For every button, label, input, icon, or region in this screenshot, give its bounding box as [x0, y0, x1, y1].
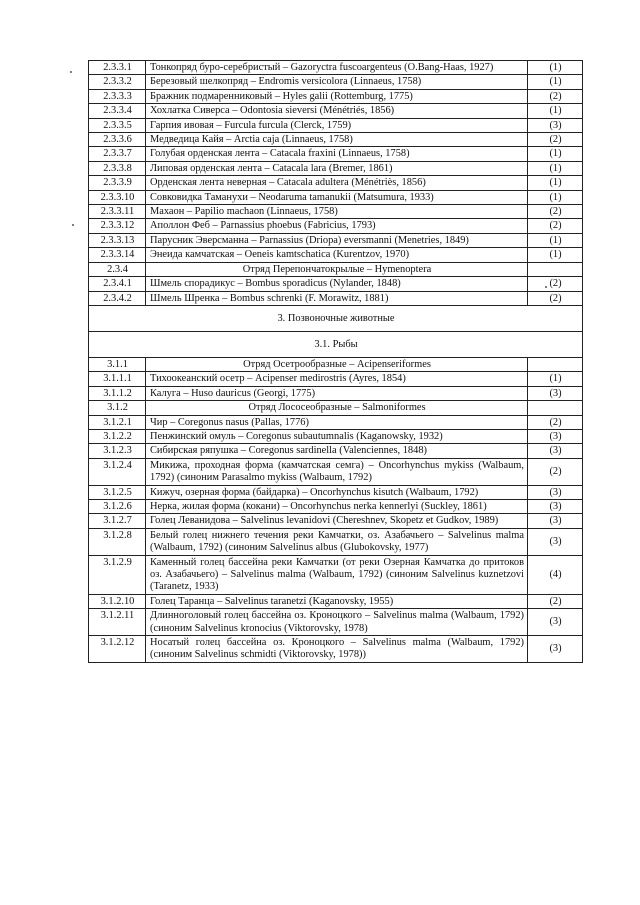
- species-name: Бражник подмаренниковый – Hyles galii (Rottemburg, 1775): [146, 89, 528, 103]
- category-status: (3): [528, 485, 583, 499]
- row-number: 3.1.1: [89, 357, 146, 371]
- row-number: 2.3.3.11: [89, 205, 146, 219]
- species-name: Аполлон Феб – Parnassius phoebus (Fabricius, 1793): [146, 219, 528, 233]
- row-number: 2.3.3.2: [89, 75, 146, 89]
- species-name: Тихоокеанский осетр – Acipenser medirostris (Ayres, 1854): [146, 372, 528, 386]
- category-status: (2): [528, 219, 583, 233]
- species-row: [89, 89, 583, 103]
- species-name: Хохлатка Сиверса – Odontosia sieversi (Ménétriés, 1856): [146, 104, 528, 118]
- category-status: (1): [528, 75, 583, 89]
- row-number: 2.3.3.14: [89, 248, 146, 262]
- category-status: (3): [528, 386, 583, 400]
- species-row: [89, 147, 583, 161]
- category-status: (2): [528, 205, 583, 219]
- row-number: 2.3.3.3: [89, 89, 146, 103]
- category-status: (1): [528, 176, 583, 190]
- category-status: (3): [528, 609, 583, 636]
- category-status: (2): [528, 594, 583, 608]
- species-row: [89, 133, 583, 147]
- category-status: (3): [528, 514, 583, 528]
- order-row: [89, 401, 583, 415]
- species-row: [89, 233, 583, 247]
- species-row: [89, 372, 583, 386]
- species-name: Березовый шелкопряд – Endromis versicolora (Linnaeus, 1758): [146, 75, 528, 89]
- species-name: Тонкопряд буро-серебристый – Gazoryctra fuscoargenteus (O.Bang-Haas, 1927): [146, 61, 528, 75]
- section-title: 3. Позвоночные животные: [89, 305, 583, 331]
- species-name: Орденская лента неверная – Catacala adultera (Ménétriès, 1856): [146, 176, 528, 190]
- category-status: [528, 357, 583, 371]
- row-number: 2.3.3.5: [89, 118, 146, 132]
- row-number: 2.3.3.4: [89, 104, 146, 118]
- category-status: (3): [528, 636, 583, 663]
- row-number: 3.1.1.2: [89, 386, 146, 400]
- species-row: [89, 415, 583, 429]
- species-name: Парусник Эверсманна – Parnassius (Driopa) eversmanni (Menetries, 1849): [146, 233, 528, 247]
- species-name: Пенжинский омуль – Coregonus subautumnalis (Kaganowsky, 1932): [146, 429, 528, 443]
- species-name: Голец Леванидова – Salvelinus levanidovi (Chereshnev, Skopetz et Gudkov, 1989): [146, 514, 528, 528]
- species-row: [89, 429, 583, 443]
- order-name: Отряд Осетрообразные – Acipenseriformes: [146, 357, 528, 371]
- species-row: [89, 75, 583, 89]
- category-status: (1): [528, 372, 583, 386]
- species-row: [89, 528, 583, 555]
- row-number: 2.3.4.1: [89, 277, 146, 291]
- category-status: (3): [528, 528, 583, 555]
- species-name: Голубая орденская лента – Catacala fraxini (Linnaeus, 1758): [146, 147, 528, 161]
- category-status: (3): [528, 118, 583, 132]
- species-name: Гарпия ивовая – Furcula furcula (Clerck, 1759): [146, 118, 528, 132]
- category-status: (1): [528, 233, 583, 247]
- species-row: [89, 61, 583, 75]
- species-row: [89, 161, 583, 175]
- species-row: [89, 291, 583, 305]
- row-number: 3.1.1.1: [89, 372, 146, 386]
- species-row: [89, 386, 583, 400]
- species-row: [89, 609, 583, 636]
- species-row: [89, 458, 583, 485]
- order-name: Отряд Лососеобразные – Salmoniformes: [146, 401, 528, 415]
- row-number: 3.1.2.2: [89, 429, 146, 443]
- row-number: 3.1.2.7: [89, 514, 146, 528]
- species-name: Каменный голец бассейна реки Камчатки (от реки Озерная Камчатка до притоков оз. Азабачьего) – Salvelinus malma (Walbaum, 1792) (синоним Salvelinus kuznetzovi (Taranetz, 1933): [146, 555, 528, 594]
- row-number: 2.3.3.8: [89, 161, 146, 175]
- category-status: [528, 262, 583, 276]
- species-name: Носатый голец бассейна оз. Кроноцкого – Salvelinus malma (Walbaum, 1792) (синоним Salvelinus schmidti (Viktorovsky, 1978)): [146, 636, 528, 663]
- species-name: Медведица Кайя – Arctia caja (Linnaeus, 1758): [146, 133, 528, 147]
- category-status: (2): [528, 291, 583, 305]
- species-name: Совковидка Таманухи – Neodaruma tamanukii (Matsumura, 1933): [146, 190, 528, 204]
- category-status: (1): [528, 248, 583, 262]
- category-status: (1): [528, 147, 583, 161]
- row-number: 3.1.2.9: [89, 555, 146, 594]
- species-name: Кижуч, озерная форма (байдарка) – Oncorhynchus kisutch (Walbaum, 1792): [146, 485, 528, 499]
- species-row: [89, 555, 583, 594]
- species-row: [89, 248, 583, 262]
- row-number: 2.3.3.7: [89, 147, 146, 161]
- species-name: Нерка, жилая форма (кокани) – Oncorhynchus nerka kennerlyi (Suckley, 1861): [146, 499, 528, 513]
- species-row: [89, 444, 583, 458]
- category-status: (2): [528, 277, 583, 291]
- row-number: 2.3.3.12: [89, 219, 146, 233]
- row-number: 3.1.2: [89, 401, 146, 415]
- order-row: [89, 357, 583, 371]
- category-status: (1): [528, 104, 583, 118]
- row-number: 3.1.2.12: [89, 636, 146, 663]
- row-number: 2.3.3.10: [89, 190, 146, 204]
- category-status: (2): [528, 415, 583, 429]
- row-number: 3.1.2.3: [89, 444, 146, 458]
- category-status: (2): [528, 458, 583, 485]
- species-row: [89, 499, 583, 513]
- category-status: (4): [528, 555, 583, 594]
- species-name: Шмель спорадикус – Bombus sporadicus (Nylander, 1848): [146, 277, 528, 291]
- section-header-row: [89, 305, 583, 331]
- species-row: [89, 219, 583, 233]
- row-number: 3.1.2.8: [89, 528, 146, 555]
- species-row: [89, 514, 583, 528]
- species-row: [89, 104, 583, 118]
- row-number: 2.3.3.13: [89, 233, 146, 247]
- species-name: Чир – Coregonus nasus (Pallas, 1776): [146, 415, 528, 429]
- order-row: [89, 262, 583, 276]
- species-table: [88, 60, 583, 663]
- category-status: (1): [528, 161, 583, 175]
- category-status: (1): [528, 190, 583, 204]
- species-row: [89, 190, 583, 204]
- section-header-row: [89, 331, 583, 357]
- species-name: Калуга – Huso dauricus (Georgi, 1775): [146, 386, 528, 400]
- species-name: Голец Таранца – Salvelinus taranetzi (Kaganovsky, 1955): [146, 594, 528, 608]
- row-number: 3.1.2.5: [89, 485, 146, 499]
- species-row: [89, 485, 583, 499]
- species-name: Липовая орденская лента – Catacala lara (Bremer, 1861): [146, 161, 528, 175]
- species-row: [89, 176, 583, 190]
- row-number: 3.1.2.6: [89, 499, 146, 513]
- scan-speck: [70, 71, 72, 73]
- category-status: (2): [528, 89, 583, 103]
- row-number: 2.3.3.1: [89, 61, 146, 75]
- species-row: [89, 277, 583, 291]
- row-number: 2.3.3.9: [89, 176, 146, 190]
- category-status: (3): [528, 444, 583, 458]
- species-name: Длинноголовый голец бассейна оз. Кроноцкого – Salvelinus malma (Walbaum, 1792) (синоним Salvelinus kronocius (Viktorovsky, 1978): [146, 609, 528, 636]
- row-number: 2.3.4: [89, 262, 146, 276]
- species-name: Махаон – Papilio machaon (Linnaeus, 1758): [146, 205, 528, 219]
- order-name: Отряд Перепончатокрылые – Hymenoptera: [146, 262, 528, 276]
- species-name: Сибирская ряпушка – Coregonus sardinella (Valenciennes, 1848): [146, 444, 528, 458]
- species-row: [89, 205, 583, 219]
- species-name: Микижа, проходная форма (камчатская семга) – Oncorhynchus mykiss (Walbaum, 1792) (синоним Parasalmo mykiss (Walbaum, 1792): [146, 458, 528, 485]
- row-number: 2.3.3.6: [89, 133, 146, 147]
- row-number: 3.1.2.11: [89, 609, 146, 636]
- row-number: 3.1.2.1: [89, 415, 146, 429]
- category-status: (1): [528, 61, 583, 75]
- row-number: 3.1.2.4: [89, 458, 146, 485]
- species-table-body: [89, 61, 583, 663]
- category-status: (2): [528, 133, 583, 147]
- category-status: [528, 401, 583, 415]
- species-name: Энеида камчатская – Oeneis kamtschatica (Kurentzov, 1970): [146, 248, 528, 262]
- category-status: (3): [528, 499, 583, 513]
- species-row: [89, 118, 583, 132]
- row-number: 3.1.2.10: [89, 594, 146, 608]
- scan-speck: [72, 224, 74, 226]
- species-row: [89, 636, 583, 663]
- row-number: 2.3.4.2: [89, 291, 146, 305]
- species-name: Шмель Шренка – Bombus schrenki (F. Morawitz, 1881): [146, 291, 528, 305]
- category-status: (3): [528, 429, 583, 443]
- species-name: Белый голец нижнего течения реки Камчатки, оз. Азабачьего – Salvelinus malma (Walbaum, 1792) (синоним Salvelinus albus (Glubokovsky, 1977): [146, 528, 528, 555]
- species-row: [89, 594, 583, 608]
- section-title: 3.1. Рыбы: [89, 331, 583, 357]
